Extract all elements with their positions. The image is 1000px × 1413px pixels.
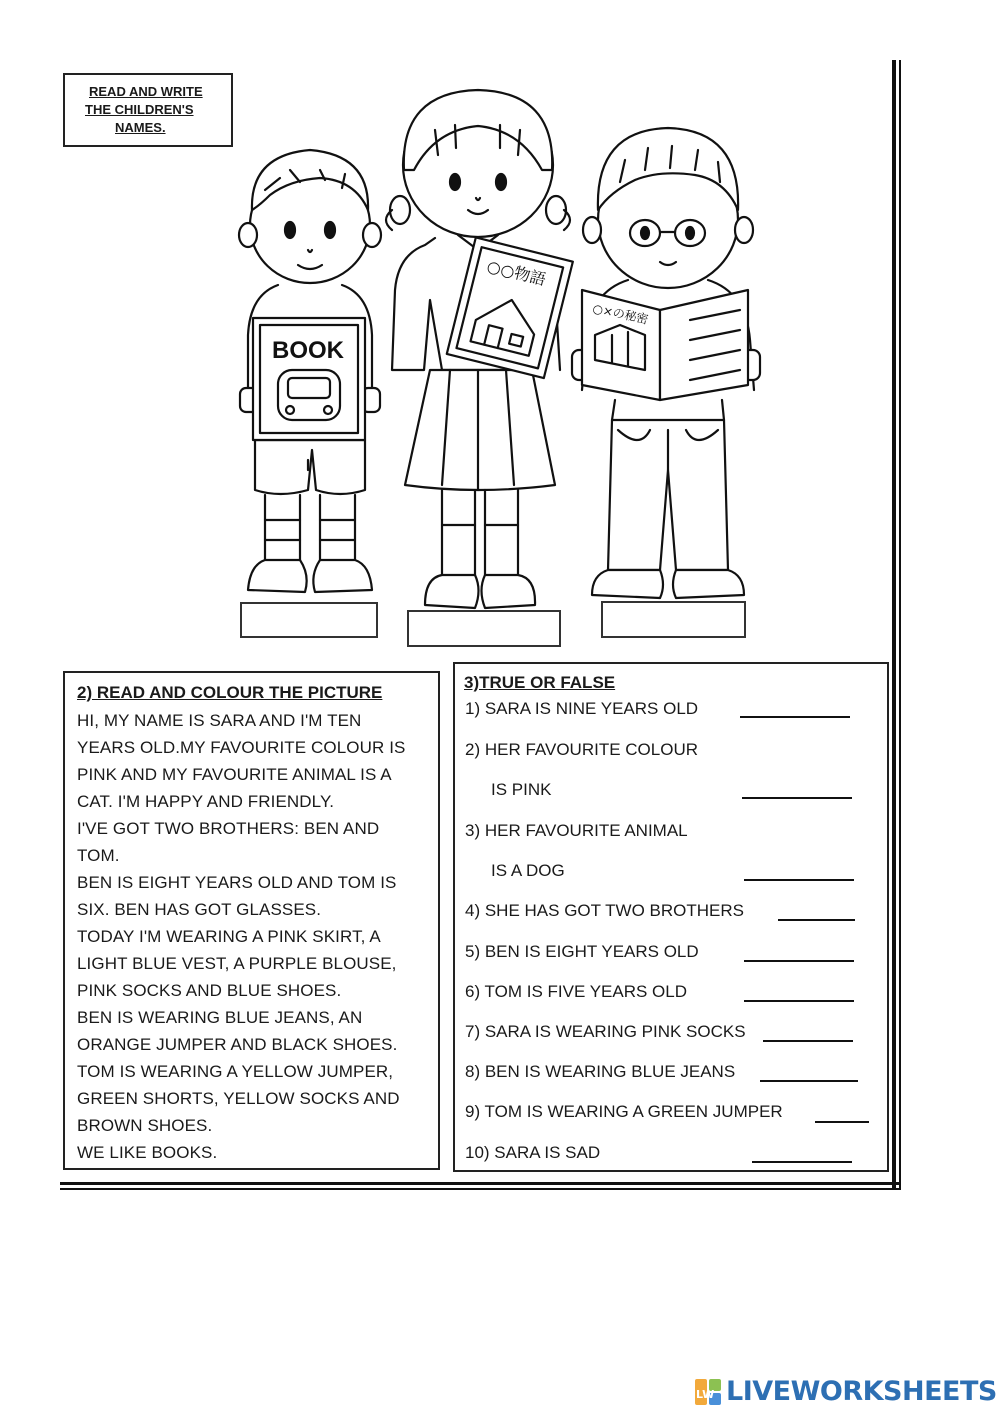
liveworksheets-logo-icon [694,1378,724,1406]
tf-answer-3[interactable] [744,879,854,881]
tf-answer-1[interactable] [740,716,850,718]
reading-line: WE LIKE BOOKS. [77,1143,218,1162]
reading-line: HI, MY NAME IS SARA AND I'M TEN [77,711,362,730]
true-false-title: 3)TRUE OR FALSE [464,673,616,692]
liveworksheets-logo-mark-text: LW [696,1388,715,1401]
tf-question-9: 9) TOM IS WEARING A GREEN JUMPER [465,1102,783,1121]
tf-answer-8[interactable] [760,1080,858,1082]
reading-line: I'VE GOT TWO BROTHERS: BEN AND [77,819,380,838]
tf-question-7: 7) SARA IS WEARING PINK SOCKS [465,1022,746,1041]
tf-question-1: 1) SARA IS NINE YEARS OLD [465,699,699,718]
reading-line: GREEN SHORTS, YELLOW SOCKS AND [77,1089,400,1108]
reading-line: SIX. BEN HAS GOT GLASSES. [77,900,322,919]
book-2-title: ○○物語 [485,256,548,290]
name-input-box-2[interactable] [407,610,561,647]
reading-line: TOM IS WEARING A YELLOW JUMPER, [77,1062,394,1081]
tf-answer-10[interactable] [752,1161,852,1163]
section1-title-box [63,73,233,147]
tf-question-4: 4) SHE HAS GOT TWO BROTHERS [465,901,744,920]
tf-question-2: 2) HER FAVOURITE COLOUR [465,740,698,759]
tf-question-3-cont: IS A DOG [491,861,565,880]
section1-title-line3: NAMES. [115,120,166,135]
reading-line: TOM. [77,846,120,865]
section1-title-line2: THE CHILDREN'S [85,102,194,117]
tf-answer-9[interactable] [815,1121,869,1123]
tf-answer-7[interactable] [763,1040,853,1042]
reading-line: BEN IS EIGHT YEARS OLD AND TOM IS [77,873,397,892]
reading-line: YEARS OLD.MY FAVOURITE COLOUR IS [77,738,406,757]
page-frame-right-inner [899,60,901,1190]
tf-question-8: 8) BEN IS WEARING BLUE JEANS [465,1062,736,1081]
tf-question-5: 5) BEN IS EIGHT YEARS OLD [465,942,699,961]
book-1-title: BOOK [272,337,344,364]
reading-line: CAT. I'M HAPPY AND FRIENDLY. [77,792,335,811]
tf-answer-6[interactable] [744,1000,854,1002]
tf-answer-4[interactable] [778,919,855,921]
tf-question-3: 3) HER FAVOURITE ANIMAL [465,821,688,840]
tf-answer-5[interactable] [744,960,854,962]
name-input-box-3[interactable] [601,601,746,638]
children-illustration [220,70,780,615]
liveworksheets-logo[interactable] [694,1376,997,1407]
reading-line: TODAY I'M WEARING A PINK SKIRT, A [77,927,381,946]
reading-line: BEN IS WEARING BLUE JEANS, AN [77,1008,363,1027]
tf-question-6: 6) TOM IS FIVE YEARS OLD [465,982,688,1001]
reading-line: LIGHT BLUE VEST, A PURPLE BLOUSE, [77,954,397,973]
child-2-figure [386,90,573,608]
reading-line: PINK AND MY FAVOURITE ANIMAL IS A [77,765,392,784]
child-1-figure [239,150,381,592]
reading-line: ORANGE JUMPER AND BLACK SHOES. [77,1035,398,1054]
page-frame-bottom-inner [60,1188,900,1190]
name-input-box-1[interactable] [240,602,378,638]
book-3-title: ○×の秘密 [591,301,650,327]
tf-question-2-cont: IS PINK [491,780,552,799]
reading-line: PINK SOCKS AND BLUE SHOES. [77,981,342,1000]
section1-title-line1: READ AND WRITE [89,84,203,99]
reading-box [63,671,440,1170]
reading-title: 2) READ AND COLOUR THE PICTURE [77,683,383,702]
liveworksheets-logo-text: LIVEWORKSHEETS [726,1376,997,1407]
page-frame-bottom [60,1182,900,1185]
page-frame-right [892,60,896,1190]
reading-line: BROWN SHOES. [77,1116,213,1135]
tf-question-10: 10) SARA IS SAD [465,1143,601,1162]
child-3-figure [572,128,760,598]
tf-answer-2[interactable] [742,797,852,799]
